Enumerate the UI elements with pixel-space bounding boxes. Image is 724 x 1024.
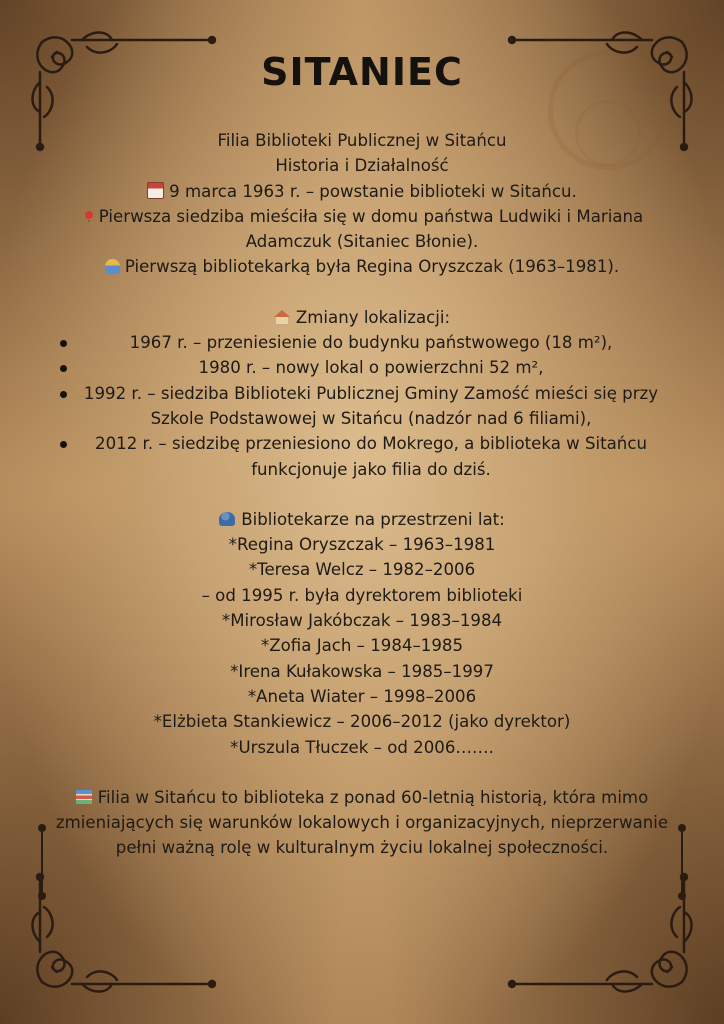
librarian-entry: *Mirosław Jakóbczak – 1983–1984 xyxy=(221,611,503,631)
librarian-entry: *Teresa Welcz – 1982–2006 xyxy=(248,560,476,580)
corner-ornament-bottom-right xyxy=(502,862,702,1002)
people-icon xyxy=(219,512,235,526)
document-body xyxy=(40,128,684,861)
list-item: 1980 r. – nowy lokal o powierzchni 52 m², xyxy=(40,355,684,380)
locations-heading: Zmiany lokalizacji: xyxy=(40,305,684,330)
page-title: SITANIEC xyxy=(261,50,463,94)
locations-list xyxy=(40,330,684,482)
librarian-note: – od 1995 r. była dyrektorem biblioteki xyxy=(201,585,523,605)
librarian-entry: *Regina Oryszczak – 1963–1981 xyxy=(228,535,496,555)
corner-ornament-bottom-left xyxy=(22,862,222,1002)
librarians-heading: Bibliotekarze na przestrzeni lat: xyxy=(40,507,684,532)
summary-paragraph: Filia w Sitańcu to biblioteka z ponad 60-letnią historią, która mimo zmieniających się warunków lokalowych i organizacyjnych, nieprzerwanie pełni ważną rolę w kulturalnym życiu lokalnej społeczności. xyxy=(55,787,669,858)
first-seat-line: Pierwsza siedziba mieściła się w domu państwa Ludwiki i Mariana Adamczuk (Sitaniec Błonie). xyxy=(40,204,684,255)
subtitle-library: Filia Biblioteki Publicznej w Sitańcu xyxy=(217,131,507,150)
books-icon xyxy=(76,790,92,804)
librarian-entry: *Aneta Wiater – 1998–2006 xyxy=(247,686,477,706)
librarian-entry: *Zofia Jach – 1984–1985 xyxy=(260,636,464,656)
librarian-icon xyxy=(105,259,120,274)
librarian-entry: *Elżbieta Stankiewicz – 2006–2012 (jako dyrektor) xyxy=(153,712,571,732)
list-item: 2012 r. – siedzibę przeniesiono do Mokrego, a biblioteka w Sitańcu funkcjonuje jako filia do dziś. xyxy=(40,431,684,482)
list-item: 1967 r. – przeniesienie do budynku państwowego (18 m²), xyxy=(40,330,684,355)
librarian-entry: *Irena Kułakowska – 1985–1997 xyxy=(230,661,494,681)
house-icon xyxy=(274,310,290,317)
calendar-icon xyxy=(147,182,164,199)
first-librarian-line: Pierwszą bibliotekarką była Regina Oryszczak (1963–1981). xyxy=(40,254,684,279)
subtitle-history: Historia i Działalność xyxy=(275,156,449,176)
founding-line: 9 marca 1963 r. – powstanie biblioteki w Sitańcu. xyxy=(40,179,684,204)
pin-icon xyxy=(85,211,93,219)
librarian-entry: *Urszula Tłuczek – od 2006……. xyxy=(230,737,494,757)
list-item: 1992 r. – siedziba Biblioteki Publicznej Gminy Zamość mieści się przy Szkole Podstawowej w Sitańcu (nadzór nad 6 filiami), xyxy=(40,381,684,432)
